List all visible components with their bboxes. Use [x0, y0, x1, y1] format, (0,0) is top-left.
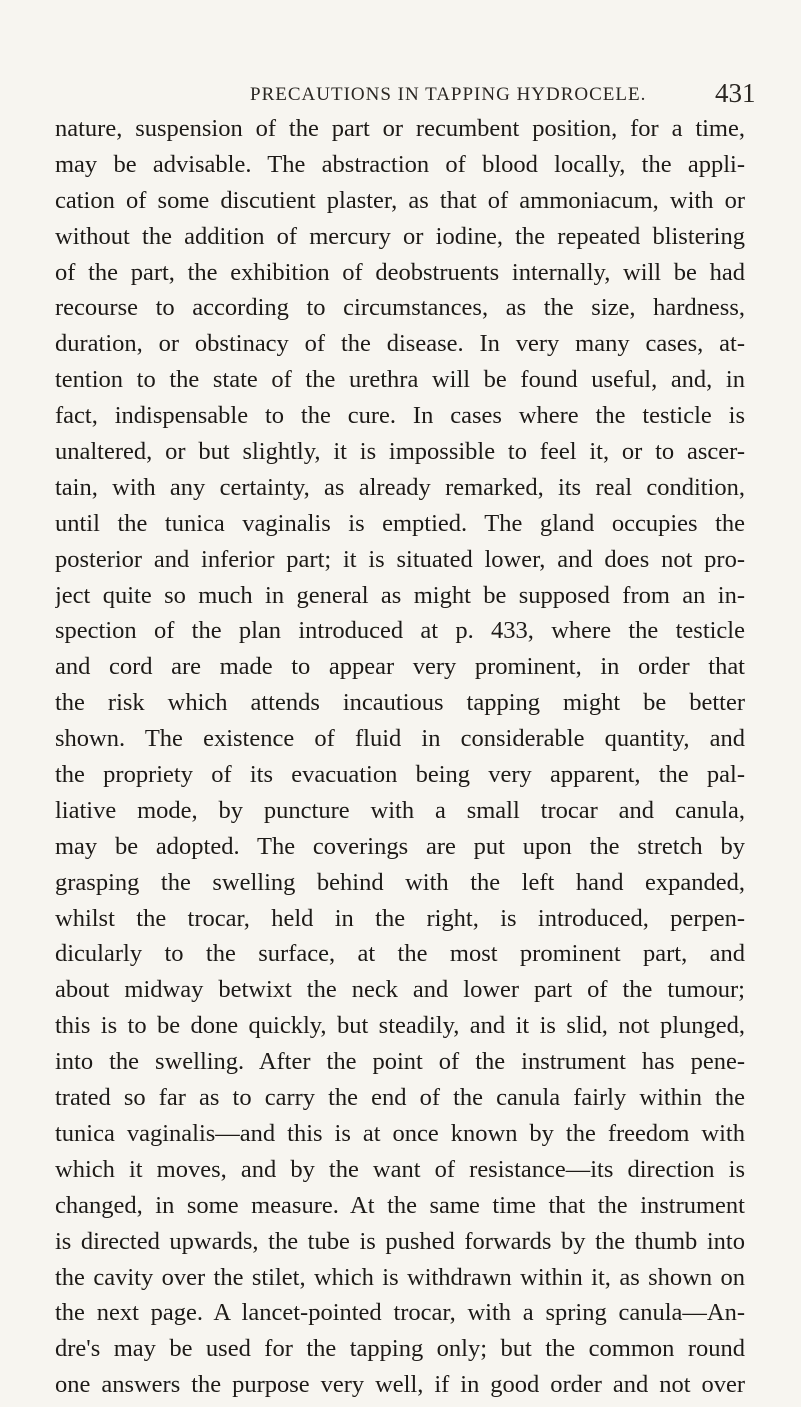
text-line: dicularly to the surface, at the most prominent part, and — [55, 940, 745, 968]
text-line: nature, suspension of the part or recumbent position, for a time, — [55, 115, 745, 142]
page-number: 431 — [715, 78, 756, 108]
text-line: tain, with any certainty, as already remarked, its real condition, — [55, 473, 745, 501]
text-line: and cord are made to appear very prominent, in order that — [55, 653, 745, 681]
text-line: this is to be done quickly, but steadily, and it is slid, not plunged, — [55, 1012, 745, 1040]
text-line: cation of some discutient plaster, as that of ammoniacum, with or — [55, 186, 745, 214]
text-line: the cavity over the stilet, which is withdrawn within it, as shown on — [55, 1263, 745, 1291]
text-line: whilst the trocar, held in the right, is introduced, perpen- — [55, 904, 745, 932]
text-line: tention to the state of the urethra will be found useful, and, in — [55, 366, 745, 394]
text-line: recourse to according to circumstances, as the size, hardness, — [55, 294, 745, 322]
text-line: posterior and inferior part; it is situated lower, and does not pro- — [55, 545, 745, 573]
text-line: is directed upwards, the tube is pushed forwards by the thumb into — [55, 1227, 745, 1255]
text-line: one answers the purpose very well, if in good order and not over — [55, 1371, 745, 1399]
text-line: trated so far as to carry the end of the canula fairly within the — [55, 1084, 745, 1112]
text-line: until the tunica vaginalis is emptied. The gland occupies the — [55, 509, 745, 537]
text-line: may be advisable. The abstraction of blood locally, the appli- — [55, 150, 745, 178]
text-line: changed, in some measure. At the same time that the instrument — [55, 1191, 745, 1219]
body-text — [55, 111, 745, 1403]
text-line: dre's may be used for the tapping only; but the common round — [55, 1335, 745, 1363]
text-line: which it moves, and by the want of resistance—its direction is — [55, 1155, 745, 1183]
text-line: without the addition of mercury or iodine, the repeated blistering — [55, 222, 745, 250]
text-line: the next page. A lancet-pointed trocar, with a spring canula—An- — [55, 1299, 745, 1327]
text-line: ject quite so much in general as might be supposed from an in- — [55, 581, 745, 609]
text-line: liative mode, by puncture with a small trocar and canula, — [55, 796, 745, 824]
text-line: of the part, the exhibition of deobstruents internally, will be had — [55, 258, 745, 286]
text-line: fact, indispensable to the cure. In cases where the testicle is — [55, 402, 745, 430]
text-line: unaltered, or but slightly, it is impossible to feel it, or to ascer- — [55, 438, 745, 466]
text-line: the risk which attends incautious tapping might be better — [55, 689, 745, 717]
text-line: about midway betwixt the neck and lower part of the tumour; — [55, 976, 745, 1004]
running-head: PRECAUTIONS IN TAPPING HYDROCELE. — [250, 84, 647, 105]
text-line: shown. The existence of fluid in considerable quantity, and — [55, 725, 745, 753]
text-line: grasping the swelling behind with the left hand expanded, — [55, 868, 745, 896]
text-line: the propriety of its evacuation being very apparent, the pal- — [55, 761, 745, 789]
text-line: spection of the plan introduced at p. 433, where the testicle — [55, 617, 745, 645]
text-line: duration, or obstinacy of the disease. In very many cases, at- — [55, 330, 745, 358]
text-line: may be adopted. The coverings are put upon the stretch by — [55, 832, 745, 860]
text-line: into the swelling. After the point of the instrument has pene- — [55, 1048, 745, 1076]
text-line: tunica vaginalis—and this is at once known by the freedom with — [55, 1119, 745, 1147]
